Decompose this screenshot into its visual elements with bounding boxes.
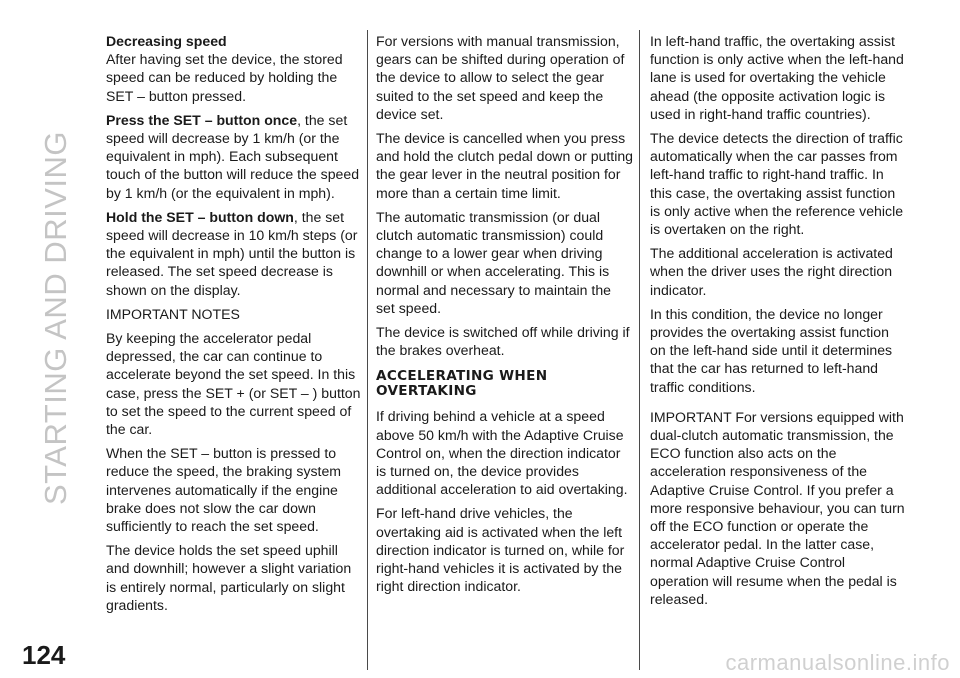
paragraph: The additional acceleration is activated when the driver uses the right direction indicator. [650,245,893,298]
paragraph: For versions with manual transmission, gears can be shifted during operation of the device to allow to select the gear suited to the set speed and keep the device set. [376,33,625,122]
paragraph: In this condition, the device no longer provides the overtaking assist function on the left-hand side until it determines that the car has returned to left-hand traffic conditions. [650,305,893,395]
bold-lead: Press the SET – button once [106,111,298,128]
bold-lead: Hold the SET – button down [106,208,294,225]
paragraph: The device is switched off while driving if the brakes overheat. [376,324,630,359]
paragraph: After having set the device, the stored speed can be reduced by holding the SET – button pressed. [106,51,343,104]
column-3 [650,32,905,614]
paragraph: The device is cancelled when you press and hold the clutch pedal down or putting the gear lever in the neutral position for more than a certain time limit. [376,130,634,201]
paragraph: The device holds the set speed uphill and downhill; however a slight variation is entirely normal, particularly on slight gradients. [106,542,352,613]
column-2 [376,32,633,601]
watermark: carmanualsonline.info [725,650,950,675]
paragraph-text: , the set speed will decrease by 1 km/h (or the equivalent in mph). Each subsequent touch of the button will reduce the speed by 1 km/h (or the equivalent in mph). [106,111,360,201]
paragraph: When the SET – button is pressed to reduce the speed, the braking system intervenes automatically if the engine brake does not slow the car down sufficiently to reach the set speed. [106,445,342,535]
important-note: IMPORTANT For versions equipped with dual-clutch automatic transmission, the ECO function also acts on the acceleration responsiveness of the Adaptive Cruise Control. If you prefer a more responsive behaviour, you can turn off the ECO function or operate the accelerator pedal. In the latter case, normal Adaptive Cruise Control operation will resume when the pedal is released. [650,408,905,607]
column-divider [367,30,368,670]
paragraph: In left-hand traffic, the overtaking assist function is only active when the left-hand lane is used for overtaking the vehicle ahead (the opposite activation logic is used in right-hand traffic countries). [650,33,904,122]
section-heading: ACCELERATING WHEN OVERTAKING [376,368,548,400]
paragraph: The device detects the direction of traffic automatically when the car passes from left-hand traffic to right-hand traffic. In this case, the overtaking assist function is only active when the reference vehicle is overtaken on the right. [650,130,904,238]
paragraph: The automatic transmission (or dual clutch automatic transmission) could change to a lower gear when driving downhill or when accelerating. This is normal and necessary to maintain the set speed. [376,208,612,316]
notes-label: IMPORTANT NOTES [106,305,240,322]
column-divider [639,30,640,670]
subheading-decreasing-speed: Decreasing speed [106,33,227,49]
paragraph: By keeping the accelerator pedal depressed, the car can continue to accelerate beyond the set speed. In this case, press the SET + (or SET – ) button to set the speed to the current speed of the car. [106,330,361,438]
paragraph-text: , the set speed will decrease in 10 km/h steps (or the equivalent in mph) until the button is released. The set speed decrease is shown on the display. [106,208,358,298]
paragraph [106,111,361,202]
page-number: 124 [22,640,66,670]
column-1 [106,32,361,620]
paragraph: If driving behind a vehicle at a speed above 50 km/h with the Adaptive Cruise Control on, when the direction indicator is turned on, the device provides additional acceleration to aid overtaking. [376,408,628,498]
paragraph: For left-hand drive vehicles, the overtaking aid is activated when the left direction indicator is turned on, while for right-hand vehicles it is activated by the right direction indicator. [376,505,625,595]
paragraph [106,208,361,299]
section-title: STARTING AND DRIVING [38,130,73,506]
